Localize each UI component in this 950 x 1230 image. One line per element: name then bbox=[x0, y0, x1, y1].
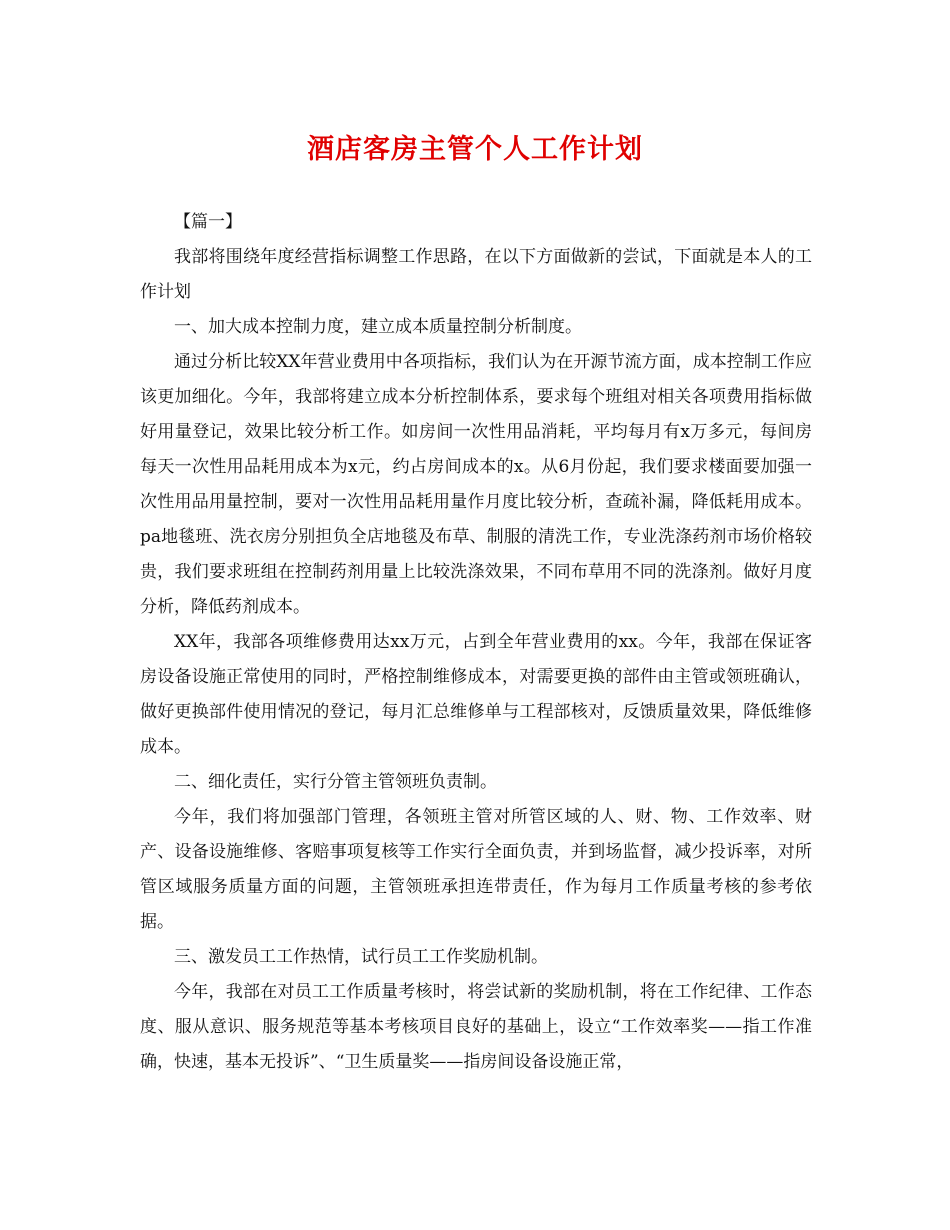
heading-responsibility: 二、细化责任，实行分管主管领班负责制。 bbox=[174, 772, 497, 792]
paragraph-maintenance-cost: XX年，我部各项维修费用达xx万元，占到全年营业费用的xx。今年，我部在保证客房设备设施正常使用的同时，严格控制维修成本，对需要更换的部件由主管或领班确认，做好更换部件使用情况的登记，每月汇总维修单与工程部核对，反馈质量效果，降低维修成本。 bbox=[140, 632, 812, 757]
paragraph-responsibility: 今年，我们将加强部门管理，各领班主管对所管区域的人、财、物、工作效率、财产、设备设施维修、客赔事项复核等工作实行全面负责，并到场监督，减少投诉率，对所管区域服务质量方面的问题，主管领班承担连带责任，作为每月工作质量考核的参考依据。 bbox=[140, 807, 812, 932]
section-label: 【篇一】 bbox=[174, 212, 242, 232]
paragraph-incentive: 今年，我部在对员工工作质量考核时，将尝试新的奖励机制，将在工作纪律、工作态度、服从意识、服务规范等基本考核项目良好的基础上，设立“工作效率奖——指工作准确，快速，基本无投诉”、“卫生质量奖——指房间设备设施正常， bbox=[140, 982, 812, 1072]
document-body bbox=[140, 205, 812, 1080]
heading-cost-control: 一、加大成本控制力度，建立成本质量控制分析制度。 bbox=[174, 317, 582, 337]
intro-paragraph: 我部将围绕年度经营指标调整工作思路，在以下方面做新的尝试，下面就是本人的工作计划 bbox=[140, 247, 812, 302]
heading-incentive: 三、激发员工工作热情，试行员工工作奖励机制。 bbox=[174, 947, 548, 967]
paragraph-cost-analysis: 通过分析比较XX年营业费用中各项指标，我们认为在开源节流方面，成本控制工作应该更加细化。今年，我部将建立成本分析控制体系，要求每个班组对相关各项费用指标做好用量登记，效果比较分析工作。如房间一次性用品消耗，平均每月有x万多元，每间房每天一次性用品耗用成本为x元，约占房间成本的x。从6月份起，我们要求楼面要加强一次性用品用量控制，要对一次性用品耗用量作月度比较分析，查疏补漏，降低耗用成本。pa地毯班、洗衣房分别担负全店地毯及布草、制服的清洗工作，专业洗涤药剂市场价格较贵，我们要求班组在控制药剂用量上比较洗涤效果，不同布草用不同的洗涤剂。做好月度分析，降低药剂成本。 bbox=[140, 352, 812, 617]
document-title: 酒店客房主管个人工作计划 bbox=[307, 134, 643, 165]
